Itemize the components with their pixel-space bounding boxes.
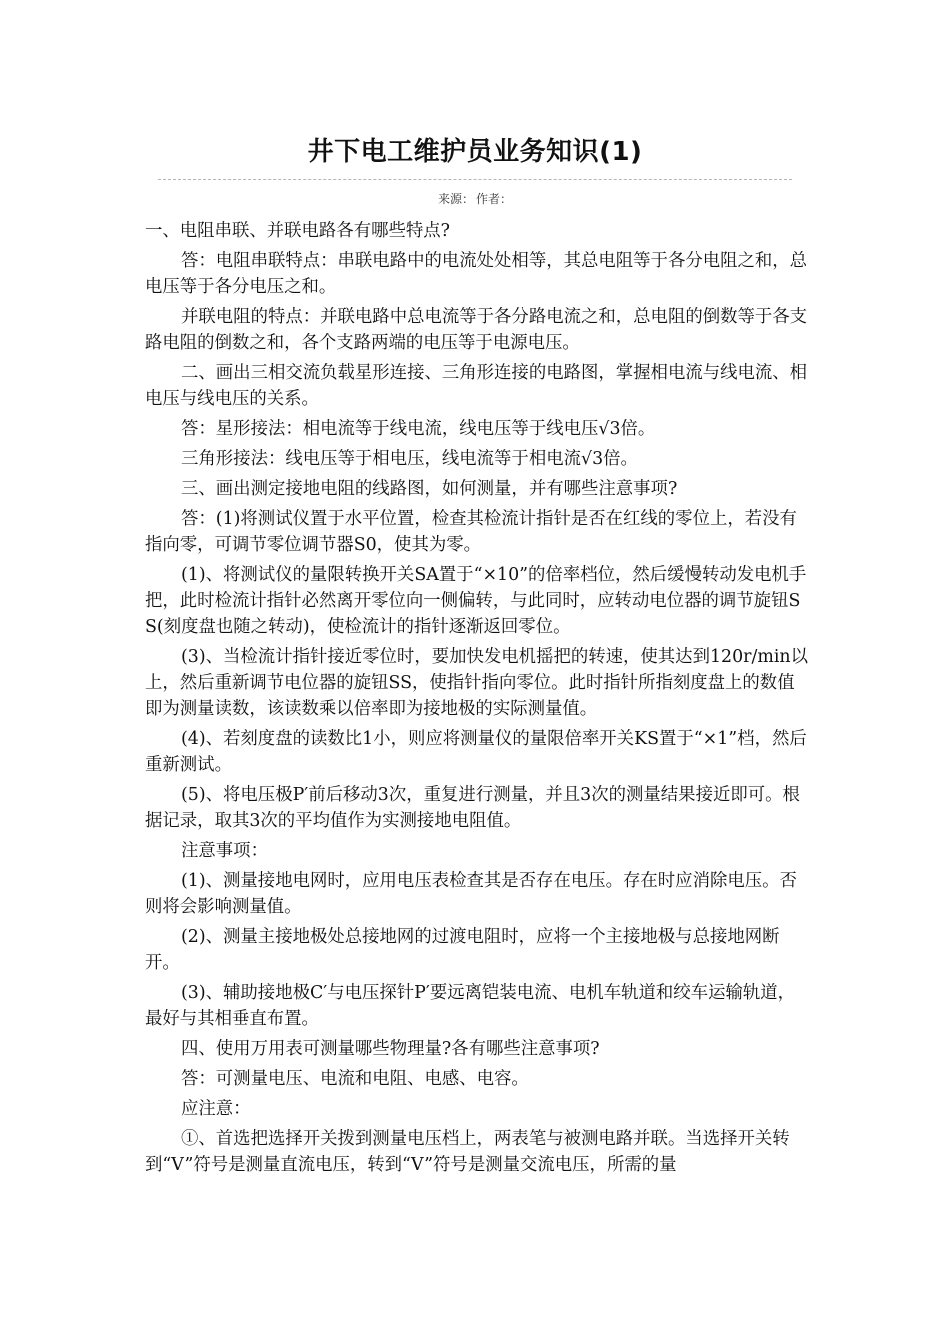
paragraph: (3)、当检流计指针接近零位时，要加快发电机摇把的转速，使其达到120r/min以上，然后重新调节电位器的旋钮SS，使指针指向零位。此时指针所指刻度盘上的数值即为测量读数，该读数乘以倍率即为接地极的实际测量值。 <box>145 647 808 719</box>
paragraph: 答：(1)将测试仪置于水平位置，检查其检流计指针是否在红线的零位上，若没有指向零，可调节零位调节器S0，使其为零。 <box>145 509 797 555</box>
title-divider <box>158 179 792 180</box>
paragraph: ①、首选把选择开关拨到测量电压档上，两表笔与被测电路并联。当选择开关转到“V”符号是测量直流电压，转到“V”符号是测量交流电压，所需的量 <box>145 1129 790 1175</box>
paragraph: (2)、测量主接地极处总接地网的过渡电阻时，应将一个主接地极与总接地网断开。 <box>145 927 780 973</box>
paragraph: (3)、辅助接地极C′与电压探针P′要远离铠装电流、电机车轨道和绞车运输轨道，最好与其相垂直布置。 <box>145 983 796 1029</box>
paragraph: 四、使用万用表可测量哪些物理量?各有哪些注意事项? <box>181 1039 600 1059</box>
author-label: 作者： <box>476 192 513 206</box>
paragraph: 三、画出测定接地电阻的线路图，如何测量，并有哪些注意事项? <box>181 479 678 499</box>
paragraph: 答：电阻串联特点：串联电路中的电流处处相等，其总电阻等于各分电阻之和，总电压等于各分电压之和。 <box>145 251 808 297</box>
paragraph: (5)、将电压极P′前后移动3次，重复进行测量，并且3次的测量结果接近即可。根据记录，取其3次的平均值作为实测接地电阻值。 <box>145 785 800 831</box>
source-label: 来源： <box>437 192 474 206</box>
article-body <box>145 218 811 1182</box>
paragraph: 答：星形接法：相电流等于线电流，线电压等于线电压√3倍。 <box>181 419 656 439</box>
document-title: 井下电工维护员业务知识(1) <box>307 137 643 167</box>
paragraph: 一、电阻串联、并联电路各有哪些特点? <box>145 221 450 241</box>
paragraph: 注意事项： <box>181 841 268 861</box>
paragraph: 应注意： <box>181 1099 251 1119</box>
paragraph: 并联电阻的特点：并联电路中总电流等于各分路电流之和，总电阻的倒数等于各支路电阻的倒数之和，各个支路两端的电压等于电源电压。 <box>145 307 808 353</box>
paragraph: (1)、测量接地电网时，应用电压表检查其是否存在电压。存在时应消除电压。否则将会影响测量值。 <box>145 871 797 917</box>
paragraph: 二、画出三相交流负载星形连接、三角形连接的电路图，掌握相电流与线电流、相电压与线电压的关系。 <box>145 363 808 409</box>
source-line <box>0 190 950 208</box>
paragraph: (1)、将测试仪的量限转换开关SA置于“×10”的倍率档位，然后缓慢转动发电机手把，此时检流计指针必然离开零位向一侧偏转，与此同时，应转动电位器的调节旋钮SS(刻度盘也随之转动)，使检流计的指针逐渐返回零位。 <box>145 565 807 637</box>
paragraph: (4)、若刻度盘的读数比1小，则应将测量仪的量限倍率开关KS置于“×1”档，然后重新测试。 <box>145 729 807 775</box>
paragraph: 答：可测量电压、电流和电阻、电感、电容。 <box>181 1069 529 1089</box>
paragraph: 三角形接法：线电压等于相电压，线电流等于相电流√3倍。 <box>181 449 638 469</box>
